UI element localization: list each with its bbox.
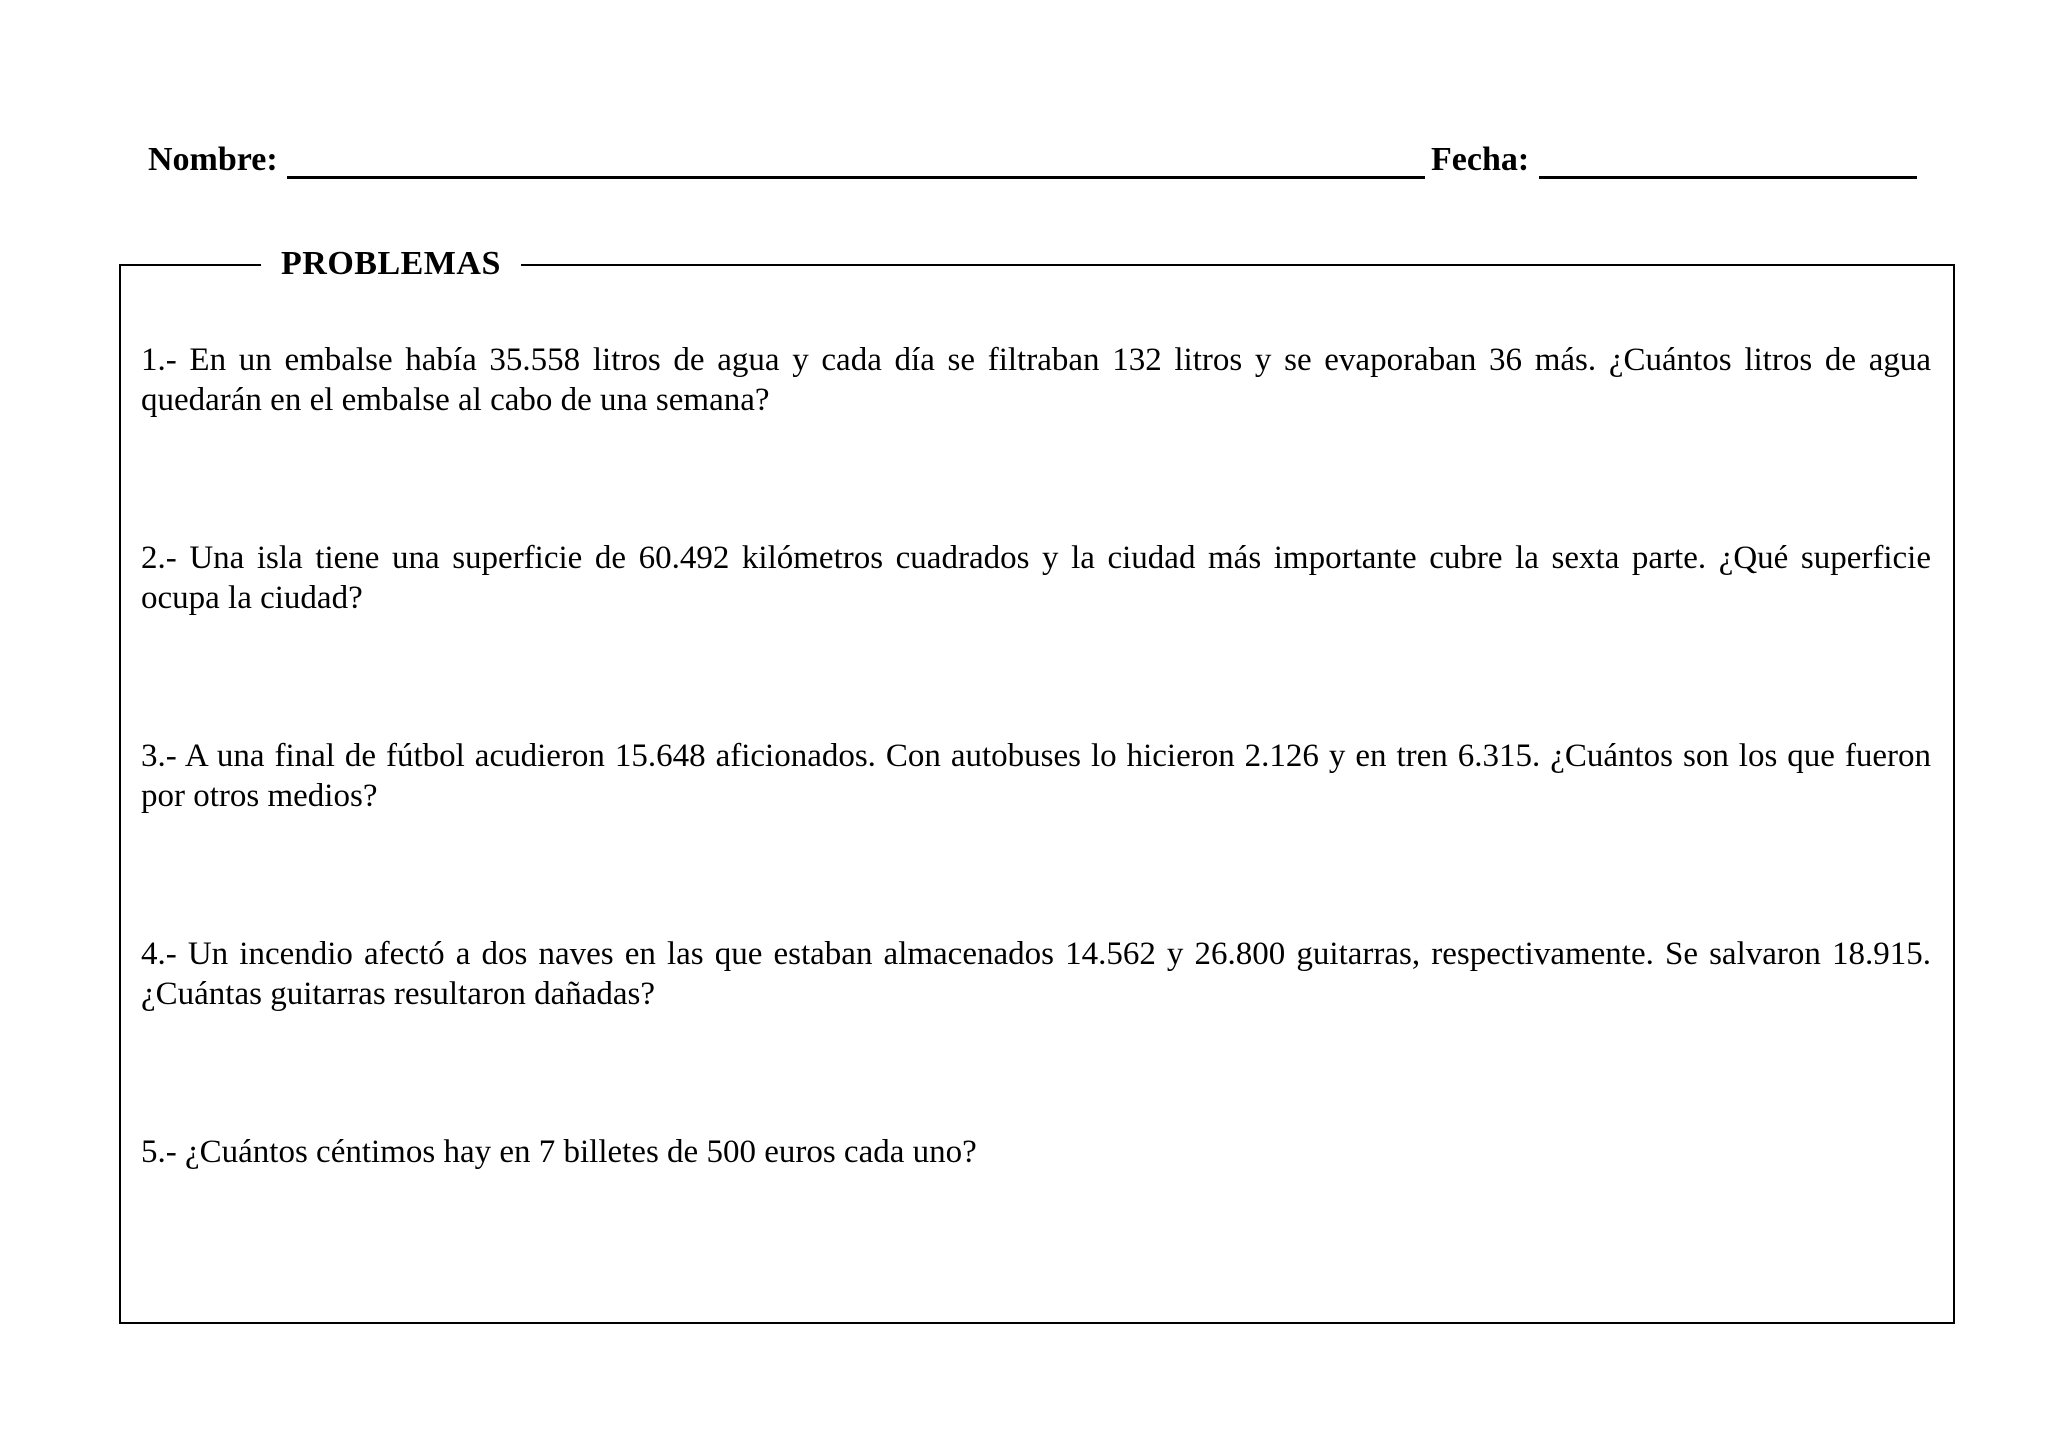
date-field[interactable] [1539,176,1917,179]
worksheet-header [148,140,1908,186]
name-field[interactable] [287,176,1425,179]
name-label: Nombre: [148,141,278,178]
date-label: Fecha: [1431,141,1530,178]
problems-box [119,245,1955,1324]
problem-1: 1.- En un embalse había 35.558 litros de agua y cada día se filtraban 132 litros y se evaporaban 36 más. ¿Cuántos litros de agua quedarán en el embalse al cabo de una semana? [141,342,1931,418]
problem-3: 3.- A una final de fútbol acudieron 15.648 aficionados. Con autobuses lo hicieron 2.126 y en tren 6.315. ¿Cuántos son los que fueron por otros medios? [141,738,1931,814]
problems-title: PROBLEMAS [261,244,521,284]
problem-5: 5.- ¿Cuántos céntimos hay en 7 billetes de 500 euros cada uno? [141,1134,977,1170]
problem-2: 2.- Una isla tiene una superficie de 60.492 kilómetros cuadrados y la ciudad más importante cubre la sexta parte. ¿Qué superficie ocupa la ciudad? [141,540,1931,616]
problem-4: 4.- Un incendio afectó a dos naves en las que estaban almacenados 14.562 y 26.800 guitarras, respectivamente. Se salvaron 18.915. ¿Cuántas guitarras resultaron dañadas? [141,936,1931,1012]
